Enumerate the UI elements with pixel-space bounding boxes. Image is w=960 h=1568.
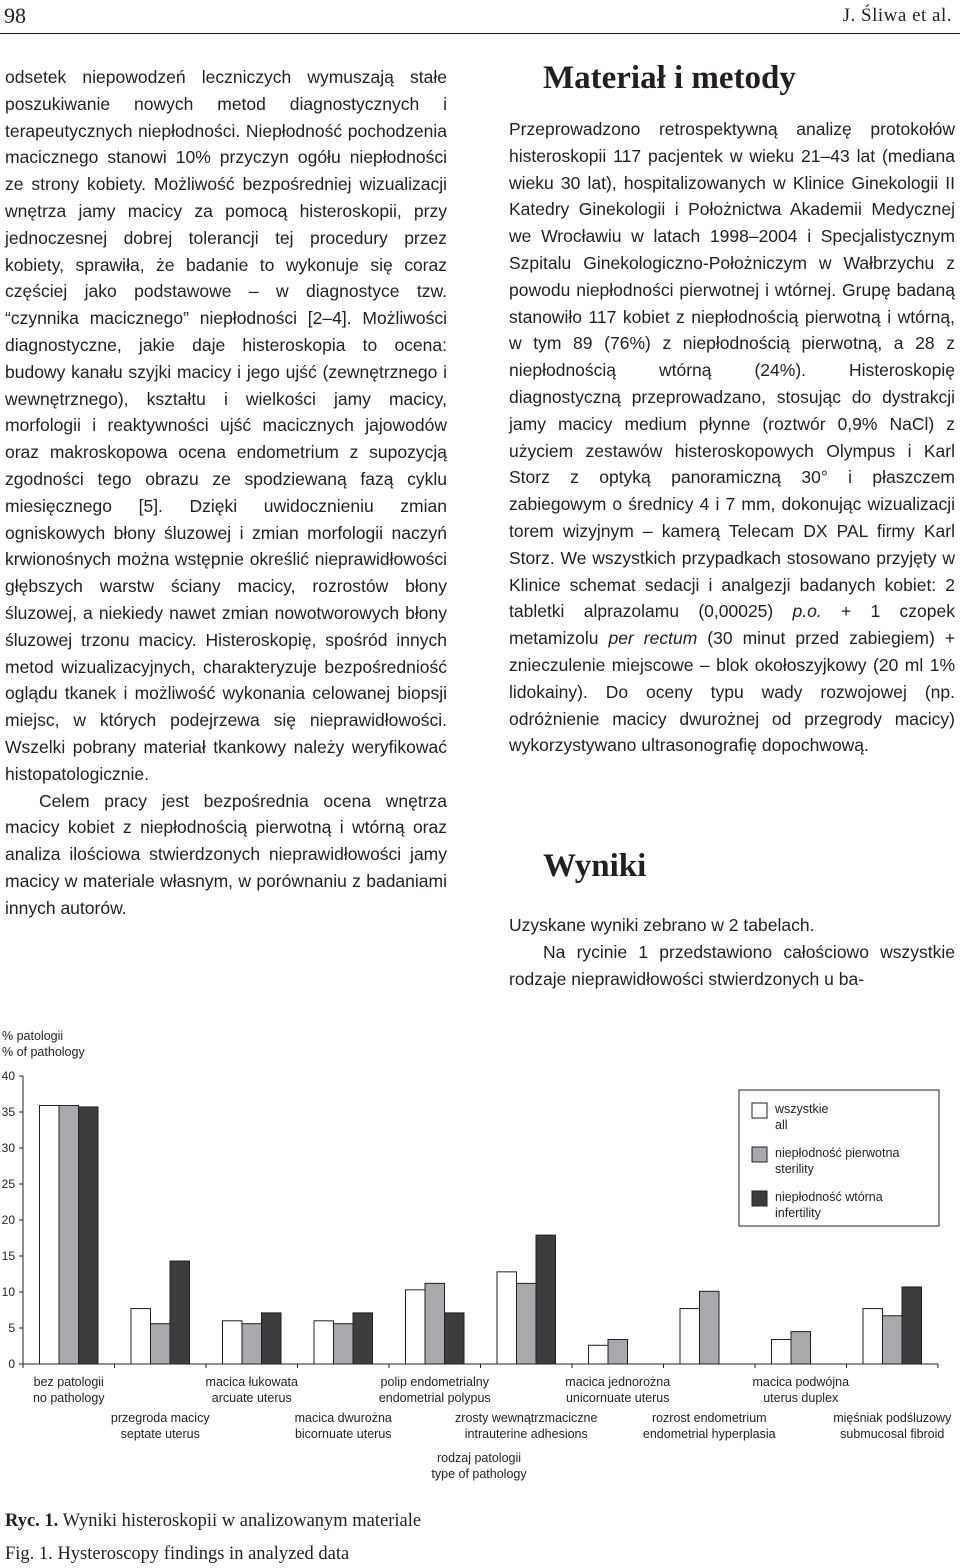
bar	[40, 1106, 60, 1364]
bar	[79, 1107, 99, 1364]
results-line-1: Uzyskane wyniki zebrano w 2 tabelach.	[509, 915, 815, 935]
x-category-label-en: bicornuate uterus	[294, 1427, 392, 1441]
bar	[608, 1340, 628, 1364]
legend-swatch	[752, 1191, 767, 1206]
x-category-label-pl: bez patologii	[33, 1375, 104, 1389]
x-category-label-pl: mięśniak podśluzowy	[833, 1411, 952, 1425]
y-tick-label: 10	[1, 1285, 15, 1299]
bar	[131, 1309, 151, 1364]
figure-caption-pl: Ryc. 1. Wyniki histeroskopii w analizowanym materiale	[5, 1511, 422, 1531]
bar	[151, 1324, 171, 1364]
bar	[589, 1345, 609, 1364]
x-category-label-pl: macica jednorożna	[565, 1375, 671, 1389]
y-tick-label: 35	[1, 1105, 15, 1119]
y-tick-label: 25	[1, 1177, 15, 1191]
legend-label-en: sterility	[775, 1162, 814, 1176]
x-category-label-en: arcuate uterus	[211, 1391, 292, 1405]
x-axis-label-en: type of pathology	[431, 1467, 527, 1481]
bar	[242, 1324, 262, 1364]
bar	[223, 1321, 243, 1364]
legend-swatch	[752, 1103, 767, 1118]
methods-po: p.o.	[792, 601, 822, 622]
header-rule	[0, 33, 960, 34]
legend-swatch	[752, 1147, 767, 1162]
x-category-label-en: no pathology	[32, 1391, 105, 1405]
bar	[700, 1291, 720, 1364]
bar	[334, 1324, 354, 1364]
bar	[406, 1290, 426, 1364]
bar-chart	[0, 1025, 960, 1510]
legend-label-pl: wszystkie	[775, 1102, 829, 1116]
x-category-label-en: endometrial hyperplasia	[642, 1427, 776, 1441]
methods-text	[509, 116, 955, 759]
x-category-label-en: submucosal fibroid	[840, 1427, 945, 1441]
y-axis-label-en: % of pathology	[2, 1045, 85, 1059]
bar	[791, 1332, 811, 1364]
bar	[497, 1272, 517, 1364]
bar	[170, 1261, 190, 1364]
x-category-label-pl: macica łukowata	[205, 1375, 298, 1389]
bar	[445, 1313, 465, 1364]
x-axis-label-pl: rodzaj patologii	[436, 1451, 522, 1465]
results-line-2: Na rycinie 1 przedstawiono całościowo wszystkie rodzaje nieprawidłowości stwierdzonych u ba-	[509, 941, 955, 989]
bar	[863, 1309, 883, 1364]
bar	[59, 1106, 79, 1364]
x-category-label-en: intrauterine adhesions	[464, 1427, 588, 1441]
x-category-label-en: unicornuate uterus	[565, 1391, 670, 1405]
x-category-label-en: septate uterus	[120, 1427, 200, 1441]
methods-text-part-a: Przeprowadzono retrospektywną analizę protokołów histeroskopii 117 pacjentek w wieku 21–43 lat (mediana wieku 30 lat), hospitalizowanych w Klinice Ginekologii II Katedry Ginekologii i Położnictwa Akademii Medycznej we Wrocławiu w latach 1998–2004 i Specjalistycznym Szpitalu Ginekologiczno-Położniczym w Wałbrzychu z powodu niepłodności pierwotnej i wtórnej. Grupę badaną stanowiło 117 kobiet z niepłodnością pierwotną i wtórną, w tym 89 (76%) z niepłodnością pierwotną, a 28 z niepłodnością wtórną (24%). Histeroskopię diagnostyczną przeprowadzano, stosując do dystrakcji jamy macicy medium płynne (roztwór 0,9% NaCl) z użyciem zestawów histeroskopowych Olympus i Karl Storz z optyką panoramiczną 30° i płaszczem zabiegowym o średnicy 4 i 7 mm, dokonując wizualizacji torem wizyjnym – kamerą Telecam DX PAL firmy Karl Storz. We wszystkich przypadkach stosowano przyjęty w Klinice schemat sedacji i analgezji badanych kobiet: 2 tabletki alprazolamu (0,00025)	[509, 119, 955, 622]
y-tick-label: 5	[8, 1321, 15, 1335]
running-authors: J. Śliwa et al.	[842, 5, 952, 26]
bar	[536, 1235, 556, 1364]
y-tick-label: 30	[1, 1141, 15, 1155]
page-header	[0, 0, 960, 34]
x-category-label-pl: przegroda macicy	[110, 1411, 210, 1425]
y-axis-label-pl: % patologii	[2, 1029, 64, 1043]
bar	[353, 1313, 373, 1364]
legend-label-en: all	[775, 1118, 788, 1132]
page-number: 98	[4, 3, 26, 28]
legend-label-pl: niepłodność pierwotna	[775, 1146, 900, 1160]
y-tick-label: 0	[8, 1357, 15, 1371]
legend-label-pl: niepłodność wtórna	[775, 1190, 883, 1204]
legend-label-en: infertility	[775, 1206, 821, 1220]
methods-per-rectum: per rectum	[608, 628, 698, 649]
y-tick-label: 40	[1, 1069, 15, 1083]
bar	[314, 1321, 334, 1364]
figure-caption-en: Fig. 1. Hysteroscopy findings in analyzed data	[5, 1544, 350, 1564]
results-text	[509, 912, 955, 992]
x-category-label-pl: zrosty wewnątrzmaciczne	[455, 1411, 598, 1425]
left-column	[5, 64, 447, 922]
bar	[262, 1313, 282, 1364]
x-category-label-en: uterus duplex	[763, 1391, 839, 1405]
bar	[772, 1340, 792, 1364]
x-category-label-pl: polip endometrialny	[380, 1375, 489, 1389]
y-tick-label: 15	[1, 1249, 15, 1263]
x-category-label-pl: macica dwurożna	[294, 1411, 392, 1425]
bar	[883, 1316, 903, 1364]
x-category-label-pl: rozrost endometrium	[651, 1411, 767, 1425]
x-category-label-en: endometrial polypus	[378, 1391, 491, 1405]
aim-paragraph: Celem pracy jest bezpośrednia ocena wnętrza macicy kobiet z niepłodnością pierwotną i wtórną oraz analiza ilościowa stwierdzonych nieprawidłowości jamy macicy w materiale własnym, w porównaniu z badaniami innych autorów.	[5, 790, 447, 918]
bar	[425, 1283, 445, 1364]
bar	[517, 1283, 537, 1364]
results-heading: Wyniki	[543, 848, 647, 884]
y-tick-label: 20	[1, 1213, 15, 1227]
methods-heading: Materiał i metody	[543, 60, 796, 96]
methods-text-part-b: + 1 czopek metamizolu	[509, 601, 955, 649]
methods-text-part-c: (30 minut przed zabiegiem) + znieczulenie miejscowe – blok okołoszyjkowy (20 ml 1% lidokainy). Do oceny typu wady rozwojowej (np. odróżnienie macicy dwurożnej od przegrody macicy) wykorzystywano ultrasonografię dopochwową.	[509, 628, 955, 756]
intro-paragraph: odsetek niepowodzeń leczniczych wymuszają stałe poszukiwanie nowych metod diagnostycznych i terapeutycznych niepłodności. Niepłodność pochodzenia macicznego stanowi 10% przyczyn ogółu niepłodności ze strony kobiety. Możliwość bezpośredniej wizualizacji wnętrza jamy macicy za pomocą histeroskopii, przy jednoczesnej dobrej tolerancji tej procedury przez kobiety, sprawiła, że badanie to wykonuje się coraz częściej jako podstawowe – w diagnostyce tzw. “czynnika macicznego” niepłodności [2–4]. Możliwości diagnostyczne, jakie daje histeroskopia to ocena: budowy kanału szyjki macicy i jego ujść (zewnętrznego i wewnętrznego), kształtu i wielkości jamy macicy, morfologii i reaktywności ujść macicznych jajowodów oraz makroskopowa ocena endometrium z supozycją zgodności tego obrazu ze spodziewaną fazą cyklu miesięcznego [5]. Dzięki uwidocznieniu zmian ogniskowych błony śluzowej i zmian morfologii naczyń krwionośnych można wstępnie określić nieprawidłowości głębszych warstw ściany macicy, rozrostów błony śluzowej, a niekiedy nawet zmian nowotworowych błony śluzowej trzonu macicy. Histeroskopię, spośród innych metod wizualizacyjnych, charakteryzuje bezpośredniość oglądu tkanek i możliwość wykonania celowanej biopsji miejsc, w których podejrzewa się nieprawidłowości. Wszelki pobrany materiał tkankowy należy weryfikować histopatologicznie.	[5, 67, 447, 784]
bar	[902, 1287, 922, 1364]
bar	[680, 1309, 700, 1364]
x-category-label-pl: macica podwójna	[752, 1375, 850, 1389]
